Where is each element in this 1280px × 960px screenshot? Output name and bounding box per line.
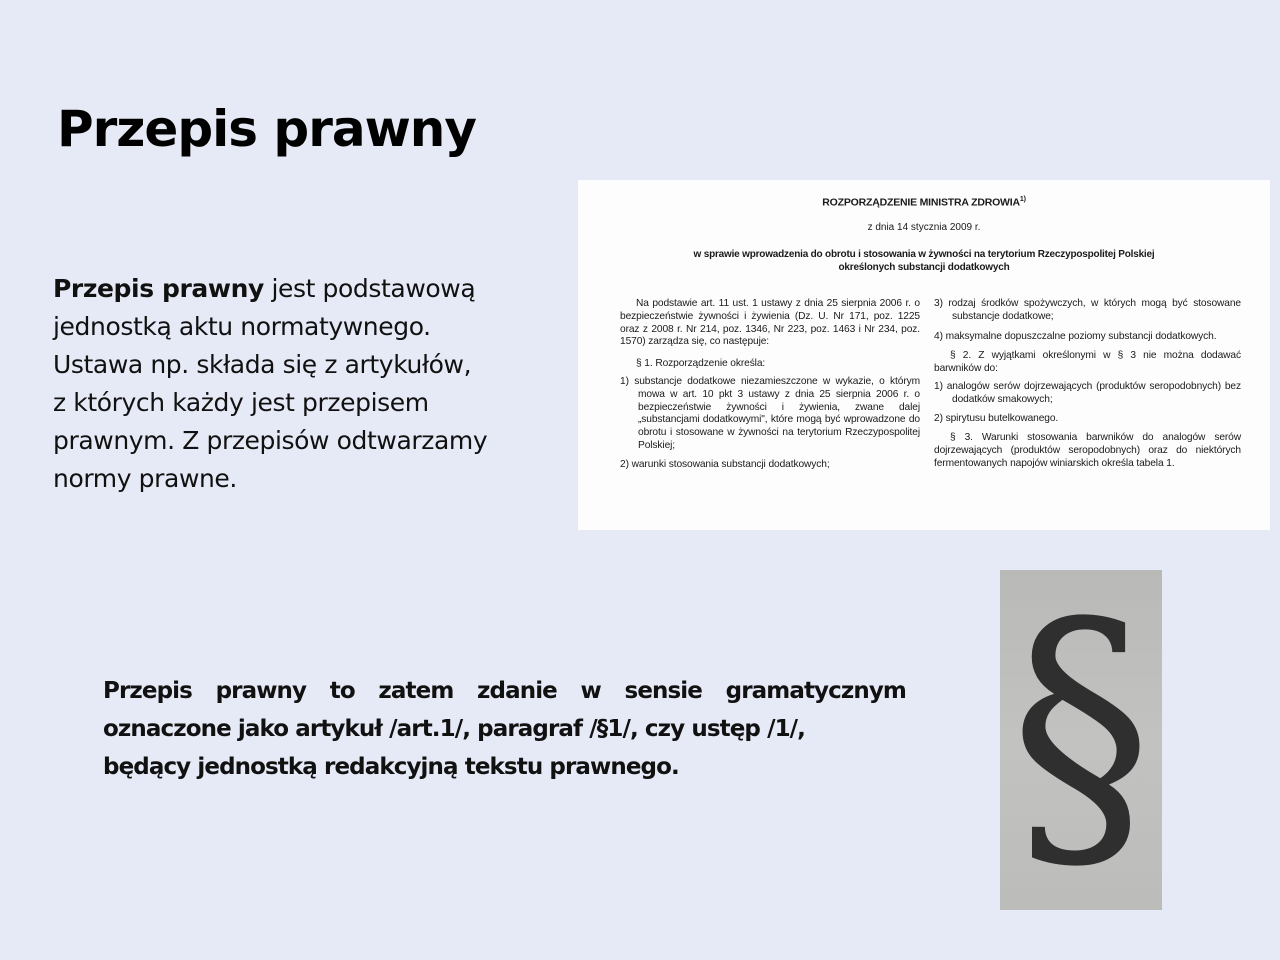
summary-line-2: oznaczone jako artykuł /art.1/, paragraf /§1/, czy ustęp /1/, (103, 716, 806, 742)
footnote-marker: 1) (1019, 196, 1026, 203)
paragraph-2-heading: § 2. Z wyjątkami określonymi w § 3 nie można dodawać barwników do: (934, 350, 1241, 375)
document-right-column (934, 298, 1241, 471)
paragraph-2-item-2: 2) spirytusu butelkowanego. (934, 412, 1059, 424)
summary-line-3: będący jednostką redakcyjną tekstu prawnego. (103, 754, 679, 780)
section-sign-image (1000, 570, 1162, 910)
document-date: z dnia 14 stycznia 2009 r. (867, 222, 981, 233)
paragraph-3: § 3. Warunki stosowania barwników do analogów serów dojrzewających (produktów seropodobnych) oraz do niektórych fermentowanych napojów winiarskich określa tabela 1. (934, 432, 1241, 469)
paragraph-1-item-1: 1) substancje dodatkowe niezamieszczone w wykazie, o którym mowa w art. 10 pkt 3 ustawy z dnia 25 sierpnia 2006 r. o bezpieczeństwie żywności i żywienia, zwane dalej „substancjami dodatkowymi", które mogą być wprowadzone do obrotu i stosowane w żywności na terytorium Rzeczypospolitej Polskiej; (620, 375, 920, 451)
document-title: ROZPORZĄDZENIE MINISTRA ZDROWIA$^{1)}$ (822, 196, 1026, 209)
regulation-document-image (578, 180, 1270, 530)
paragraph-2-item-1: 1) analogów serów dojrzewających (produktów seropodobnych) bez dodatków smakowych; (934, 380, 1241, 405)
definition-line-3: Ustawa np. składa się z artykułów, (53, 350, 472, 379)
definition-line-1: Przepis prawny jest podstawową (53, 274, 476, 303)
document-left-column (620, 298, 920, 472)
paragraph-1-item-2: 2) warunki stosowania substancji dodatkowych; (620, 458, 830, 470)
summary-line-1: Przepis prawny to zatem zdanie w sensie gramatycznym (103, 678, 906, 704)
definition-line-2: jednostką aktu normatywnego. (53, 312, 431, 341)
document-preamble: Na podstawie art. 11 ust. 1 ustawy z dnia 25 sierpnia 2006 r. o bezpieczeństwie żywności i żywienia (Dz. U. Nr 171, poz. 1225 oraz z 2008 r. Nr 214, poz. 1346, Nr 223, poz. 1463 i Nr 234, poz. 1570) zarządza się, co następuje: (620, 298, 920, 348)
summary-text (103, 672, 906, 786)
definition-term: Przepis prawny (53, 274, 264, 303)
paragraph-1-item-3: 3) rodzaj środków spożywczych, w których mogą być stosowane substancje dodatkowe; (934, 298, 1241, 322)
paragraph-1-item-4: 4) maksymalne dopuszczalne poziomy substancji dodatkowych. (934, 330, 1217, 342)
paragraph-1-heading: § 1. Rozporządzenie określa: (636, 358, 766, 370)
slide-title: Przepis prawny (57, 100, 476, 158)
section-sign-icon: § (1009, 570, 1153, 908)
definition-text (53, 270, 533, 498)
definition-line-4: z których każdy jest przepisem (53, 388, 429, 417)
definition-line-6: normy prawne. (53, 464, 237, 493)
definition-line-5: prawnym. Z przepisów odtwarzamy (53, 426, 488, 455)
document-subject: w sprawie wprowadzenia do obrotu i stosowania w żywności na terytorium Rzeczypospolitej Polskiej określonych substancji dodatkowych (693, 249, 1155, 273)
